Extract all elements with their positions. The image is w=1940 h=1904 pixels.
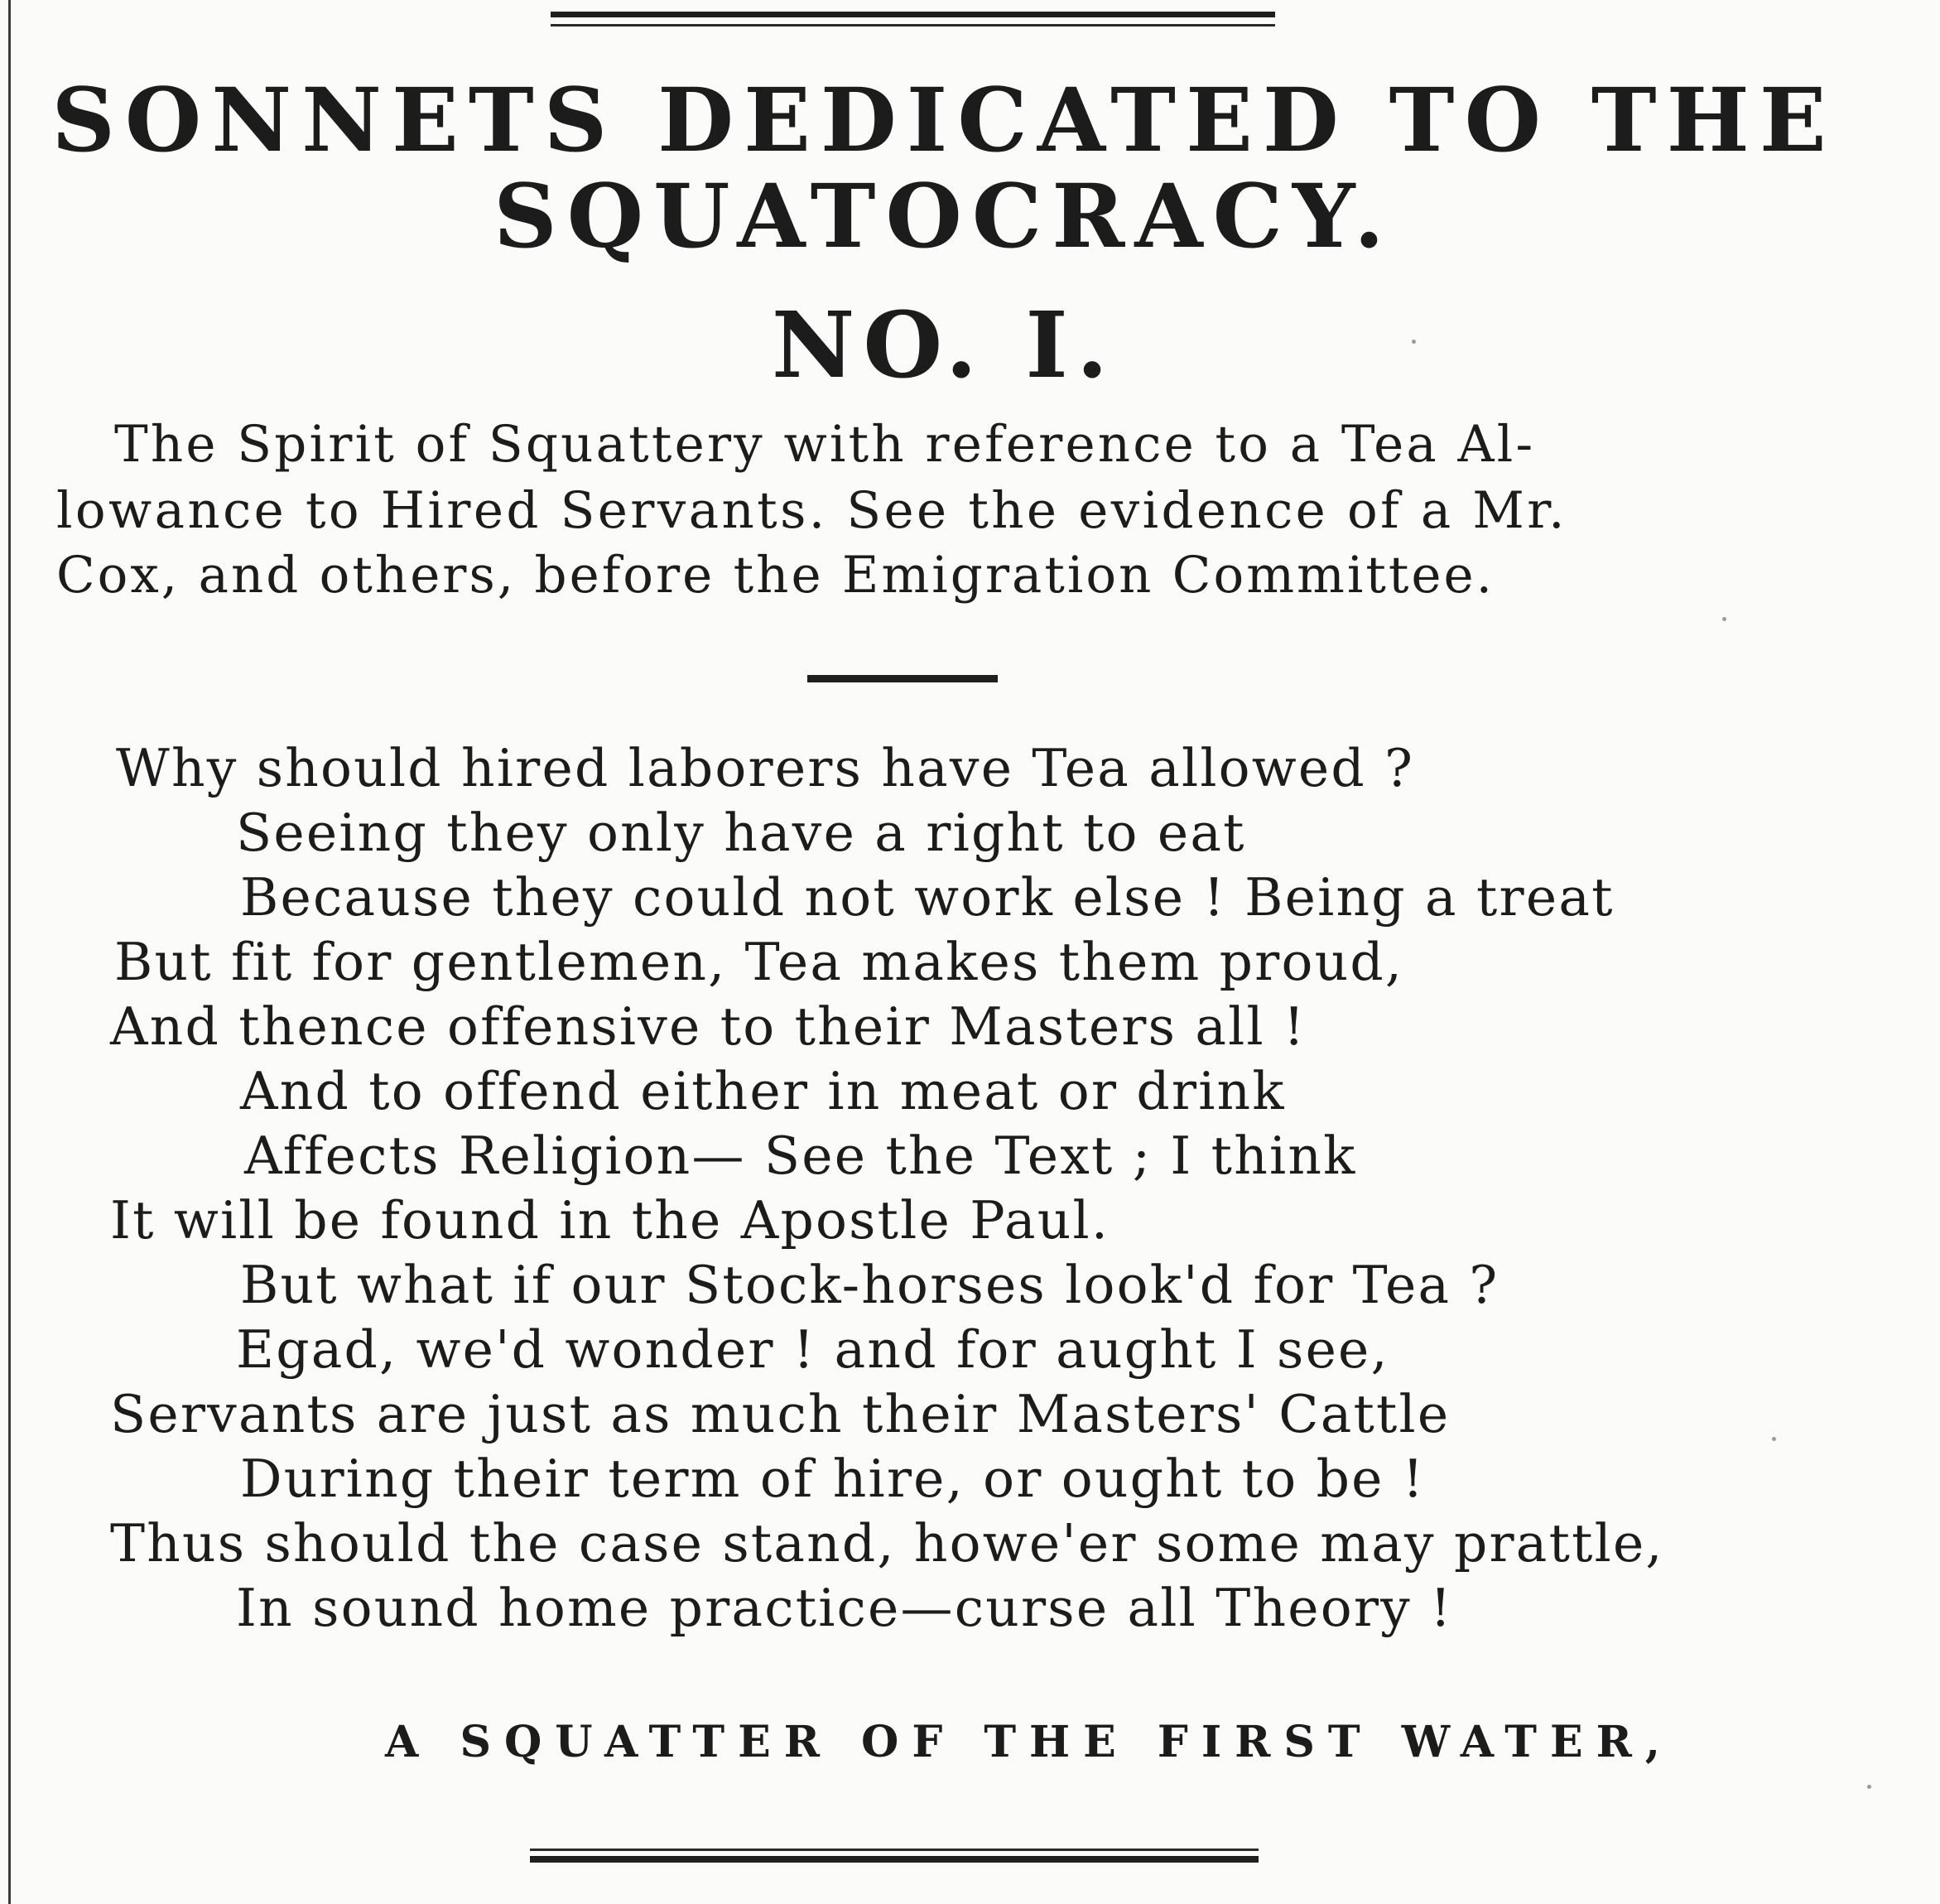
sonnet-line-13: Thus should the case stand, howe'er some may prattle,	[110, 1513, 1664, 1574]
sonnet-line-8: It will be found in the Apostle Paul.	[110, 1190, 1110, 1251]
top-double-rule	[551, 12, 1275, 30]
sonnet-line-10: Egad, we'd wonder ! and for aught I see,	[236, 1319, 1389, 1380]
sonnet-line-3: Because they could not work else ! Being a treat	[240, 867, 1615, 928]
sonnet-line-12: During their term of hire, or ought to be !	[240, 1448, 1426, 1509]
paper-speck	[1722, 617, 1726, 621]
sonnet-line-2: Seeing they only have a right to eat	[236, 803, 1246, 863]
sonnet-line-1: Why should hired laborers have Tea allowed ?	[116, 738, 1415, 798]
sonnet-number: NO. I.	[771, 292, 1117, 398]
subtitle-line-1: The Spirit of Squattery with reference to a Tea Al-	[114, 415, 1536, 474]
subtitle-line-3: Cox, and others, before the Emigration Committee.	[56, 546, 1495, 605]
sonnet-line-14: In sound home practice—curse all Theory !	[236, 1578, 1453, 1638]
sonnet-line-7: Affects Religion— See the Text ; I think	[244, 1126, 1357, 1186]
subtitle-line-2: lowance to Hired Servants. See the evidence of a Mr.	[56, 481, 1567, 540]
headline-line-2: SQUATOCRACY.	[493, 164, 1394, 268]
headline-line-1: SONNETS DEDICATED TO THE	[51, 68, 1837, 171]
column-rule	[8, 0, 11, 1904]
sonnet-line-6: And to offend either in meat or drink	[240, 1061, 1286, 1121]
paper-speck	[1867, 1785, 1871, 1789]
sonnet-line-9: But what if our Stock-horses look'd for Tea ?	[240, 1255, 1500, 1315]
paper-speck	[1772, 1437, 1776, 1441]
bottom-double-rule	[530, 1849, 1259, 1867]
signature: A SQUATTER OF THE FIRST WATER,	[385, 1717, 1673, 1767]
section-divider	[807, 675, 998, 682]
paper-speck	[1412, 340, 1416, 344]
sonnet-line-11: Servants are just as much their Masters' Cattle	[110, 1384, 1451, 1444]
sonnet-line-5: And thence offensive to their Masters all !	[110, 996, 1307, 1057]
sonnet-line-4: But fit for gentlemen, Tea makes them proud,	[114, 932, 1404, 992]
